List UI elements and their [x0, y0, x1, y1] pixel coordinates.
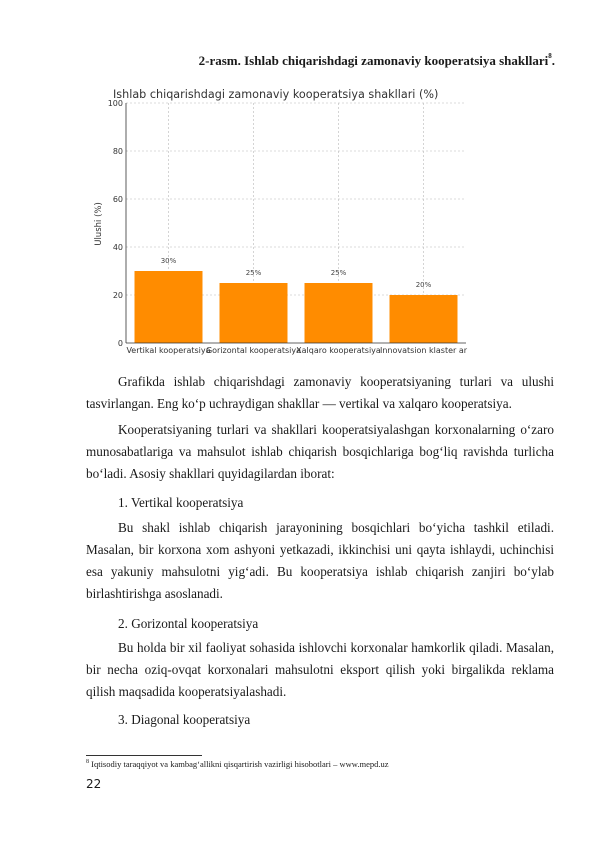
figure-caption — [60, 53, 555, 69]
x-tick-label: Gorizontal kooperatsiya — [205, 346, 302, 355]
y-tick-label: 100 — [107, 99, 123, 108]
footnote-number: 8 — [86, 759, 89, 765]
value-label: 25% — [330, 269, 347, 277]
footnote — [86, 759, 388, 769]
x-tick-labels — [126, 346, 467, 355]
value-label: 20% — [415, 281, 432, 289]
value-label: 25% — [245, 269, 262, 277]
x-tick-label: Xalqaro kooperatsiya — [296, 346, 381, 355]
list-item-horizontal: 2. Gorizontal kooperatsiya — [118, 616, 259, 631]
y-tick-label: 0 — [117, 339, 123, 348]
chart-title: Ishlab chiqarishdagi zamonaviy kooperatsiya shakllari (%) — [113, 88, 439, 101]
caption-text: 2-rasm. Ishlab chiqarishdagi zamonaviy kooperatsiya shakllari — [198, 53, 549, 68]
caption-end: . — [551, 53, 555, 68]
bar — [390, 295, 458, 343]
footnote-text: Iqtisodiy taraqqiyot va kambag‘allikni qisqartirish vazirligi hisobotlari – www.mepd.uz — [91, 759, 389, 769]
page-number: 22 — [86, 777, 102, 791]
footnote-divider — [86, 755, 202, 756]
y-tick-label: 40 — [112, 243, 123, 252]
paragraph-vertical: Bu shakl ishlab chiqarish jarayonining bosqichlari bo‘yicha tashkil etiladi. Masalan, bir korxona xom ashyoni yetkazadi, ikkinchisi uni qayta ishlaydi, uchinchisi esa yakuniy mahsulotni yig‘adi. Bu kooperatsiya ishlab chiqarish zanjiri bo‘ylab birlashtirishga asoslanadi. — [86, 520, 554, 601]
y-axis-label: Ulushi (%) — [94, 202, 104, 246]
bar — [220, 283, 288, 343]
bar-chart — [88, 84, 488, 360]
paragraph-horizontal: Bu holda bir xil faoliyat sohasida ishlovchi korxonalar hamkorlik qiladi. Masalan, bir necha oziq-ovqat korxonalari mahsulotni eksport qilish yoki birgalikda reklama qilish maqsadida kooperatsiyalashadi. — [86, 640, 554, 699]
y-tick-label: 20 — [112, 291, 123, 300]
caption-footnote-ref: 8 — [548, 52, 552, 60]
paragraph-chart-description: Grafikda ishlab chiqarishdagi zamonaviy kooperatsiyaning turlari va ulushi tasvirlangan. Eng ko‘p uchraydigan shakllar — vertikal va xalqaro kooperatsiya. — [86, 374, 554, 411]
y-tick-labels — [108, 99, 123, 348]
y-tick-label: 80 — [112, 147, 123, 156]
x-tick-label: Vertikal kooperatsiya — [126, 346, 211, 355]
value-label: 30% — [160, 257, 177, 265]
bar — [135, 271, 203, 343]
x-tick-label: Innovatsion klaster ar — [379, 346, 468, 355]
list-item-diagonal: 3. Diagonal kooperatsiya — [118, 712, 251, 727]
list-item-vertical: 1. Vertikal kooperatsiya — [118, 495, 244, 510]
y-tick-label: 60 — [112, 195, 123, 204]
paragraph-cooperation-types: Kooperatsiyaning turlari va shakllari kooperatsiyalashgan korxonalarning o‘zaro munosabatlariga va mahsulot ishlab chiqarish bosqichlariga bog‘liq ravishda turlicha bo‘ladi. Asosiy shakllari quyidagilardan iborat: — [86, 422, 554, 481]
chart-bars — [135, 271, 458, 343]
bar — [305, 283, 373, 343]
